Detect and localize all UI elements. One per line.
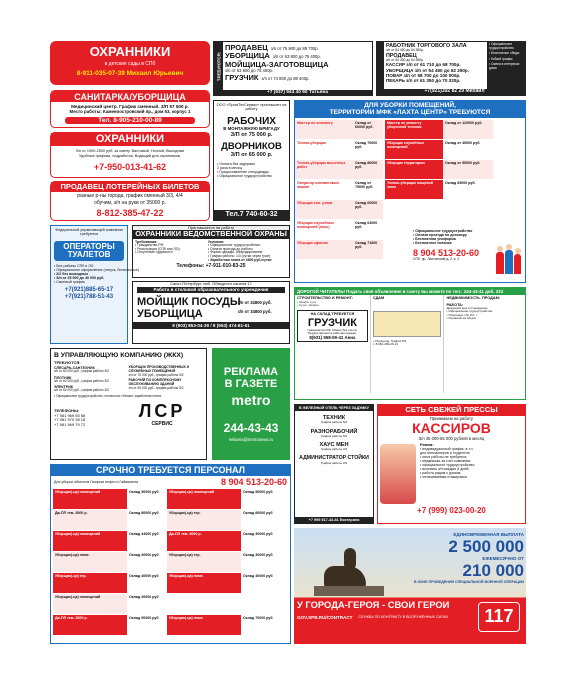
ad-uk-zhkh <box>50 348 207 460</box>
benefit: • Бесплатная униформа <box>413 237 456 242</box>
ad-right: • Заработная плата от 4600 руб./сутки <box>207 258 272 263</box>
ad-sub: Для уборки объектов Газпром нефти и Гайвикинга <box>54 480 138 485</box>
monument-illustration <box>314 546 384 596</box>
job-salary: з/п от 75 900 до 89 700р. <box>270 46 319 51</box>
benefit: • выплаты з/п каждые 8 дней; <box>420 466 470 471</box>
ad-operatory <box>50 225 139 344</box>
lakhta-salary: Оклад 65000 руб. <box>443 180 493 199</box>
srochno-job: Уборщик(-ца) помещений <box>167 489 241 509</box>
job-salary: з/п от 54 450 до 64 350р. <box>386 48 424 53</box>
ad-line: Удобные графики, подработка. Водящий для охранников. <box>79 154 181 159</box>
srochno-grid <box>53 489 288 637</box>
srochno-job: Уборщик(-ца) помещений <box>53 594 127 614</box>
lakhta-job: Оператор клининговых машин <box>295 180 353 199</box>
classified-line: Гражданство РФ. Можно без опыта. <box>307 327 358 332</box>
lakhta-salary: Оклад 80000 руб. <box>353 160 383 179</box>
ad-line: разные р-ны города, график сменный 3/3, 4/4 <box>77 193 183 199</box>
classified-line: • Уборщица, График 5/2, <box>372 338 407 343</box>
gruz-head: НА СКЛАД ТРЕБУЕТСЯ <box>310 312 355 317</box>
ad-vedomstv-ohrana <box>132 225 290 278</box>
job-title: ХАУС МЕН <box>319 442 349 449</box>
job-note: График работы 5/2 <box>320 420 348 425</box>
ad-phone: 8 (903) 853-04-29 / 8 (953) 474-61-61 <box>172 323 250 329</box>
ad-sub: Принимаем на работу <box>429 415 474 421</box>
cashier-photo <box>380 444 416 504</box>
lsr-logo-text: ЛСР <box>138 401 186 422</box>
ad-right: • Оплата проезда до работы <box>207 246 253 251</box>
job-title: ЭЛЕКТРИК <box>54 385 73 390</box>
ad-salary: з/п от 34800 руб. <box>237 299 272 305</box>
lakhta-job: Уборщик офисов <box>295 240 353 259</box>
srochno-salary: Оклад 40000 руб <box>127 594 167 614</box>
job-salary: з/п от 60 000 руб., график работы 5/2 <box>54 388 110 393</box>
ad-items <box>51 263 139 285</box>
lakhta-salary: Оклад 71600 руб. <box>353 240 383 259</box>
metro-logo: metro <box>231 391 271 408</box>
ad-phone: 8-812-385-47-22 <box>96 208 164 219</box>
job-title: ПОВАР з/п от 58 700 до 100 000р. <box>386 72 461 78</box>
ad-salary: З/П от 75 000 р. <box>230 131 273 138</box>
list-item: • Сменный график <box>54 280 85 285</box>
ad-note: • Официальное трудоустройство, полностью «белая» заработная плата. <box>54 393 162 398</box>
job-title: ПРОДАВЕЦ <box>386 52 417 59</box>
srochno-salary: Оклад 30000 руб <box>241 531 285 551</box>
srochno-salary: Оклад 80000 руб <box>241 510 285 530</box>
job-salary: з/п от 60 000 руб., график работы 5/2 <box>54 369 110 374</box>
svo-badge <box>478 602 520 632</box>
srochno-job: Уборщик(-ца) поме. <box>53 552 127 572</box>
job-title: ТЕХНИК <box>322 415 346 422</box>
classified-line: • Кухни, Шкафы <box>297 302 320 307</box>
svo-slogan: У ГОРОДА-ГЕРОЯ - СВОИ ГЕРОИ <box>297 599 450 610</box>
srochno-salary: Оклад 30000 руб <box>241 552 285 572</box>
ad-left: • Отсутствие судимости <box>135 250 173 255</box>
job-salary: з/п от 63 800 до 75 400р. <box>272 54 321 60</box>
ad-title: В УПРАВЛЯЮЩУЮ КОМПАНИЮ (ЖКХ) <box>54 352 184 359</box>
lakhta-salary: Оклад от 75000 руб. <box>353 180 383 199</box>
metro-mail: reklama@metronews.ru <box>228 436 274 442</box>
classified-line: • Шкафы купе <box>297 299 317 304</box>
svo-amount: 2 500 000 <box>448 537 524 557</box>
classified-line: т. 8-981-280-26-14 <box>372 341 398 346</box>
ad-svo <box>294 528 526 644</box>
classified-line: Предоставляется рабочая одежда. <box>308 331 357 336</box>
ad-phone: +7 999 517-43-81 Екатерина <box>308 517 360 522</box>
metro-phone: 244-43-43 <box>223 421 279 436</box>
ad-title: ДВОРНИКОВ <box>221 140 282 152</box>
ad-sub: Работа в столовой образовательного учреждения <box>153 287 269 293</box>
svo-head: ЕДИНОВРЕМЕННАЯ ВЫПЛАТА <box>453 532 524 537</box>
srochno-job: Уборщик(-ца) поме. <box>167 615 241 635</box>
ad-left: • Гражданство РФ; <box>135 242 165 247</box>
benefit: • официальное трудоустройство; <box>420 462 476 467</box>
job-title: МОЙЩИЦА-ЗАГОТОВЩИЦА <box>225 59 329 69</box>
list-item: • 2/2 без выходных <box>54 272 89 277</box>
ad-phone: +7(921)788-51-43 <box>64 294 114 301</box>
ad-line: З/п от 1900-2500 руб. за смену. Вахтовый, Ночной, Выходные <box>75 149 185 153</box>
benefit: • оплачиваемая стажировка <box>420 474 467 479</box>
benefit: • медкнижка за счет компании; <box>420 458 472 463</box>
lakhta-job: Техник-уборщик высотных работ <box>295 160 353 179</box>
srochno-salary: Оклад 44000 руб <box>127 531 167 551</box>
srochno-salary: Оклад 30000 руб <box>127 489 167 509</box>
ad-title: ДОРОГОЙ ЧИТАТЕЛЬ! Подать своё объявление в газету вы можете по тел.: 244-43-41 доб. 233 <box>297 289 504 294</box>
benefit: • опыт работы не требуется; <box>420 454 468 459</box>
job-title: УБОРЩИЦА <box>225 51 270 61</box>
lakhta-job: Уборщик территории <box>385 160 443 179</box>
ad-line: Место работы: Каменоостровский пр., дом 53, корпус 1 <box>69 109 191 115</box>
benefit: • Бесплатные обеды <box>489 51 520 56</box>
lakhta-salary: Оклад 60000 руб. <box>353 200 383 219</box>
metro-title: РЕКЛАМА <box>223 366 279 378</box>
ad-pre: Федеральной управляющей компании требуются <box>55 228 123 237</box>
ad-head: ООО «ПромТехСервис» приглашает на работу <box>216 103 287 112</box>
srochno-salary: Оклад 40000 руб <box>241 573 285 593</box>
col-head: СТРОИТЕЛЬСТВО И РЕМОНТ: <box>297 296 354 301</box>
srochno-salary: Оклад 90000 руб <box>127 615 167 635</box>
lakhta-salary: Оклад от 55000 руб. <box>443 160 493 179</box>
benefit: • Гибкий график <box>489 56 513 61</box>
srochno-job: Уборщик(-ца) тер. <box>167 552 241 572</box>
ad-company: СПб, пр. Лахтинский д. 2, к. 2 <box>413 257 460 262</box>
col-head: СДАМ <box>372 296 385 301</box>
list-item: • Все районы СПб и ЛО <box>54 264 94 269</box>
ad-left: • Регистрация (СПб или ЛО); <box>135 246 181 251</box>
job-title: РАБОТНИК ТОРГОВОГО ЗАЛА <box>386 43 467 49</box>
ad-promtehservis <box>213 100 290 221</box>
ad-head: Приглашается на работу <box>133 226 289 230</box>
ad-phone: Телефоны: +7-911-010-83-25 <box>176 262 246 269</box>
srochno-job: Уборщик(-ца) поме. <box>167 573 241 593</box>
ad-phone: +7 (937) 944 40 60 Татьяна <box>266 89 329 95</box>
ad-salary: з/п от 34800 руб. <box>237 309 272 315</box>
ad-phone: +7 (999) 023-00-20 <box>417 505 486 515</box>
job-salary: з/п от 65 000 руб., график работы 5/2 <box>128 385 184 390</box>
ad-metro <box>212 348 290 460</box>
srochno-salary: Оклад 40000 руб <box>127 573 167 593</box>
job-salary: з/п от 63 800 до 75 400р. <box>225 68 274 74</box>
classified-line: • Официальное трудоустройство <box>446 309 493 314</box>
job-note: График работы 2/2 <box>320 460 348 465</box>
ad-phone: Тел. 8-905-210-00-89 <box>98 117 162 125</box>
job-title: ПЕКАРЬ з/п от 61 350 до 70 320р. <box>386 77 461 83</box>
phones-label: ТЕЛЕФОНЫ: <box>54 408 80 414</box>
lakhta-job: Мастер по клинингу <box>295 120 353 139</box>
svo-amount2: 210 000 <box>462 561 524 581</box>
lakhta-job: Техник-уборщик <box>295 140 353 159</box>
svo-monthly: ЕЖЕМЕСЯЧНО ОТ <box>482 556 524 562</box>
ad-line: Медицинский центр. График сменный. З/П 57 500 р. <box>71 104 189 109</box>
ad-title: ОХРАННИКИ ВЕДОМСТВЕННОЙ ОХРАНЫ <box>135 229 287 239</box>
list-item: • Официальное оформление (отпуск, больничные) <box>54 268 139 273</box>
ad-title: РАБОЧИХ <box>227 115 276 127</box>
classified-line: • Уборщица, г/ф 2/2, т. <box>446 312 478 317</box>
benefit: • работа рядом с домом; <box>420 470 462 475</box>
ad-phone: 8 904 513-20-60 <box>413 248 480 259</box>
benefit: для пенсионеров и студентов <box>420 450 470 455</box>
job-title: ПРОДАВЕЦ <box>225 43 268 52</box>
svo-small: СЛУЖБА ПО КОНТРАКТУ В ВООРУЖЁННЫХ СИЛАХ <box>358 614 449 619</box>
ad-title: ОПЕРАТОРЫ ТУАЛЕТОВ <box>63 241 115 259</box>
ad-school-canteen <box>132 281 290 344</box>
ad-job: МОЙЩИК ПОСУДЫ <box>137 295 241 308</box>
lakhta-salary: Оклад 64000 руб. <box>353 220 383 239</box>
srochno-job: Уборщик(-ца) помещений <box>53 489 127 509</box>
ad-sub: ТРЕБУЮТСЯ: <box>54 359 81 365</box>
lakhta-job: Уборщик служебных помещений (ночь) <box>295 220 353 239</box>
ad-b-kvartal <box>294 404 374 524</box>
srochno-job: Дв-ПЛ тем. 3000 р. <box>167 531 241 551</box>
benefit: • индивидуальный график, в т.ч. <box>420 446 474 451</box>
ad-ohranniki-2 <box>50 132 210 178</box>
ad-right: • График работы: 1/3 (сутки через трое) <box>207 254 271 259</box>
ad-lakhta <box>294 100 526 283</box>
ad-phone: +7(921)392 82 29 Михаил <box>424 88 485 95</box>
ad-right: Условия: <box>207 239 225 244</box>
lakhta-salary: Оклад от 45000 руб. <box>443 140 493 159</box>
ad-right: • Форма одежды, обмундирование <box>207 250 263 255</box>
ad-phone: Тел.7 740-60-32 <box>225 211 278 219</box>
svo-site: GOV.SPB.RU/CONTRACT <box>297 614 353 620</box>
ad-phone: +7-950-013-41-62 <box>93 161 167 172</box>
job-title: РАЗНОРАБОЧИЙ <box>310 428 358 435</box>
col-head: РАБОТА: <box>446 302 464 307</box>
job-salary: з/п от 54 450 до 64 350р. <box>386 57 424 62</box>
job-salary: з/п от 60 000 руб., график работы 5/2 <box>54 378 110 383</box>
benefit: • Оплата без задержек <box>217 161 255 166</box>
srochno-salary: Оклад 50000 руб <box>241 489 285 509</box>
job-salary: з/п от 75 000 руб., график работы 5/2 <box>128 372 184 377</box>
job-title: КАССИР з/п от 61 710 до 68 700р. <box>386 62 461 68</box>
vertical-label: ТРЕБУЮТСЯ: <box>216 51 222 82</box>
phone: +7 981 969 79 72 <box>54 421 86 427</box>
ad-right: • Официальное трудоустройство; <box>207 242 261 247</box>
job-title: ГРУЗЧИК <box>225 72 259 82</box>
ad-title: ТЕРРИТОРИИ МФК «ЛАХТА ЦЕНТР» ТРЕБУЮТСЯ <box>329 109 491 117</box>
ad-top-right <box>376 41 526 96</box>
ad-line: обучим, з/п на руки от 35000 р. <box>94 199 166 206</box>
svo-tag: В ЗОНЕ ПРОВЕДЕНИЯ СПЕЦИАЛЬНОЙ ВОЕННОЙ ОПЕРАЦИИ <box>413 580 524 585</box>
ad-left: Требования: <box>135 239 158 244</box>
srochno-salary: Оклад 80000 руб <box>127 510 167 530</box>
list-item: • З/п от 25 000 до 40 000 руб. <box>54 276 105 281</box>
benefit: • Оплата проезда по договору <box>413 233 467 238</box>
srochno-job: Дв-ПЛ тем. 3000 р. <box>53 615 127 635</box>
srochno-job: Дв-ПЛ тем. 3000 р. <box>53 510 127 530</box>
ad-job: УБОРЩИЦА <box>137 307 203 320</box>
job-note: График работы 2/2 <box>320 447 348 452</box>
ad-title: ДЛЯ УБОРКИ ПОМЕЩЕНИЙ, <box>364 102 456 109</box>
ad-title: СРОЧНО ТРЕБУЕТСЯ ПЕРСОНАЛ <box>96 465 245 475</box>
phone: +7 981 969 55 58 <box>54 412 86 418</box>
ad-chitateli <box>294 287 526 400</box>
ad-svezhaya-pressa <box>377 404 526 524</box>
job-note: График работы 5/2 <box>320 433 348 438</box>
benefit: • Предоставление спецодежды <box>217 169 269 174</box>
ad-title: САНИТАРКА/УБОРЩИЦА <box>74 92 186 102</box>
ad-rem: Режим: <box>420 442 434 447</box>
ad-head: Санкт-Петербург, наб. Обводного канала 17 <box>170 281 252 286</box>
job-title: РАБОЧИЙ ПО КОМПЛЕКСНОМУ ОБСЛУЖИВАНИЮ ЗДАНИЙ <box>128 378 182 387</box>
col-head: НЕДВИЖИМОСТЬ. ПРОДАМ: <box>446 296 501 301</box>
ad-subtitle: в детские сады в СПб <box>104 60 156 67</box>
ad-title: ОХРАННИКИ <box>95 133 165 145</box>
job-title: УБОРЩИК ПРОИЗВОДСТВЕННЫХ И СЛУЖЕБНЫХ ПОМЕЩЕНИЙ <box>128 365 190 373</box>
ad-sanitarka <box>50 90 210 128</box>
srochno-job: Уборщик(-ца) тер. <box>167 510 241 530</box>
lakhta-salary: Оклад 70000 руб. <box>353 140 383 159</box>
job-salary: з/п от 74 800 до 88 400р. <box>261 75 310 81</box>
lakhta-job: Уборщик сан. узлов <box>295 200 353 219</box>
job-title: ПЛОТНИК <box>54 375 72 380</box>
lakhta-salary: Оклад от 60000 руб. <box>353 120 383 139</box>
benefit: 2 раза в месяц <box>217 165 242 170</box>
srochno-salary: Оклад 70000 руб <box>241 615 285 635</box>
ad-phone: 8-911-035-07-39 Михаил Юрьевич <box>76 70 184 78</box>
ad-phone: +7(921)885-65-17 <box>64 287 114 294</box>
job-title: АДМИНИСТРАТОР СТОЙКИ <box>299 454 369 461</box>
ad-sub: В МОНТАЖНУЮ БРИГАДУ <box>223 125 280 131</box>
ad-title: ПРОДАВЕЦ ЛОТЕРЕЙНЫХ БИЛЕТОВ <box>60 182 200 191</box>
job-title: УБОРЩИЦА з/п от 54 450 до 62 290р. <box>386 67 470 73</box>
ad-srochno <box>50 464 291 644</box>
benefit: • Бесплатное питание <box>413 241 452 246</box>
gruz-title: ГРУЗЧИК <box>307 316 357 329</box>
ad-phone: 8 904 513-20-60 <box>220 477 287 487</box>
benefit: • Официальное трудоустройство <box>489 42 514 50</box>
workers-illustration <box>494 242 522 274</box>
srochno-salary: Оклад 40000 руб <box>127 552 167 572</box>
lakhta-job: Мастер по ремонту уборочной техники <box>385 120 443 139</box>
ad-head: В ЖЕЛЕЗНЫЙ ОТЕЛЬ ЧЕРЕЗ ЗАДУМКУ <box>299 406 369 410</box>
phone: +7 981 970 98 18 <box>54 417 86 423</box>
metro-title: В ГАЗЕТЕ <box>224 378 278 391</box>
lsr-logo-sub: СЕРВИС <box>151 420 173 427</box>
ad-title: СЕТЬ СВЕЖЕЙ ПРЕССЫ <box>405 405 498 414</box>
lakhta-job: Уборщик служебных помещений <box>385 140 443 159</box>
ad-job: КАССИРОВ <box>412 420 491 437</box>
benefit: • Официальное трудоустройство <box>217 173 272 178</box>
ad-trebuyutsya-mid <box>213 41 373 96</box>
lakhta-salary: Оклад от 120000 руб. <box>443 120 493 139</box>
classified-line: Дежурный дом в Учреждение <box>446 305 488 310</box>
ad-ohranniki-1 <box>50 41 210 85</box>
ad-title: ОХРАННИКИ <box>89 44 171 59</box>
gruz-phone: 8(931) 958-09-41 Анна <box>309 334 356 340</box>
job-title: СЛЕСАРЬ-САНТЕХНИК <box>54 366 95 371</box>
lsr-logo <box>121 401 203 427</box>
svo-number: 117 <box>484 606 514 626</box>
classified-line: • Охранник на объект <box>446 315 477 320</box>
srochno-job: Уборщик(-ца) помещений <box>53 531 127 551</box>
ad-lottery-seller <box>50 181 210 221</box>
srochno-job: Уборщик(-ца) тер. <box>53 573 127 593</box>
benefit: • Смена в интересах дома <box>489 62 520 70</box>
lakhta-job: Техник-уборщик пищевой зоны <box>385 180 443 199</box>
ad-salary: З/п 45 000-55 000 рублей в месяц <box>418 435 485 441</box>
ad-salary: З/П от 65 000 р. <box>230 152 273 159</box>
benefit: • Официальное трудоустройство <box>413 229 473 233</box>
